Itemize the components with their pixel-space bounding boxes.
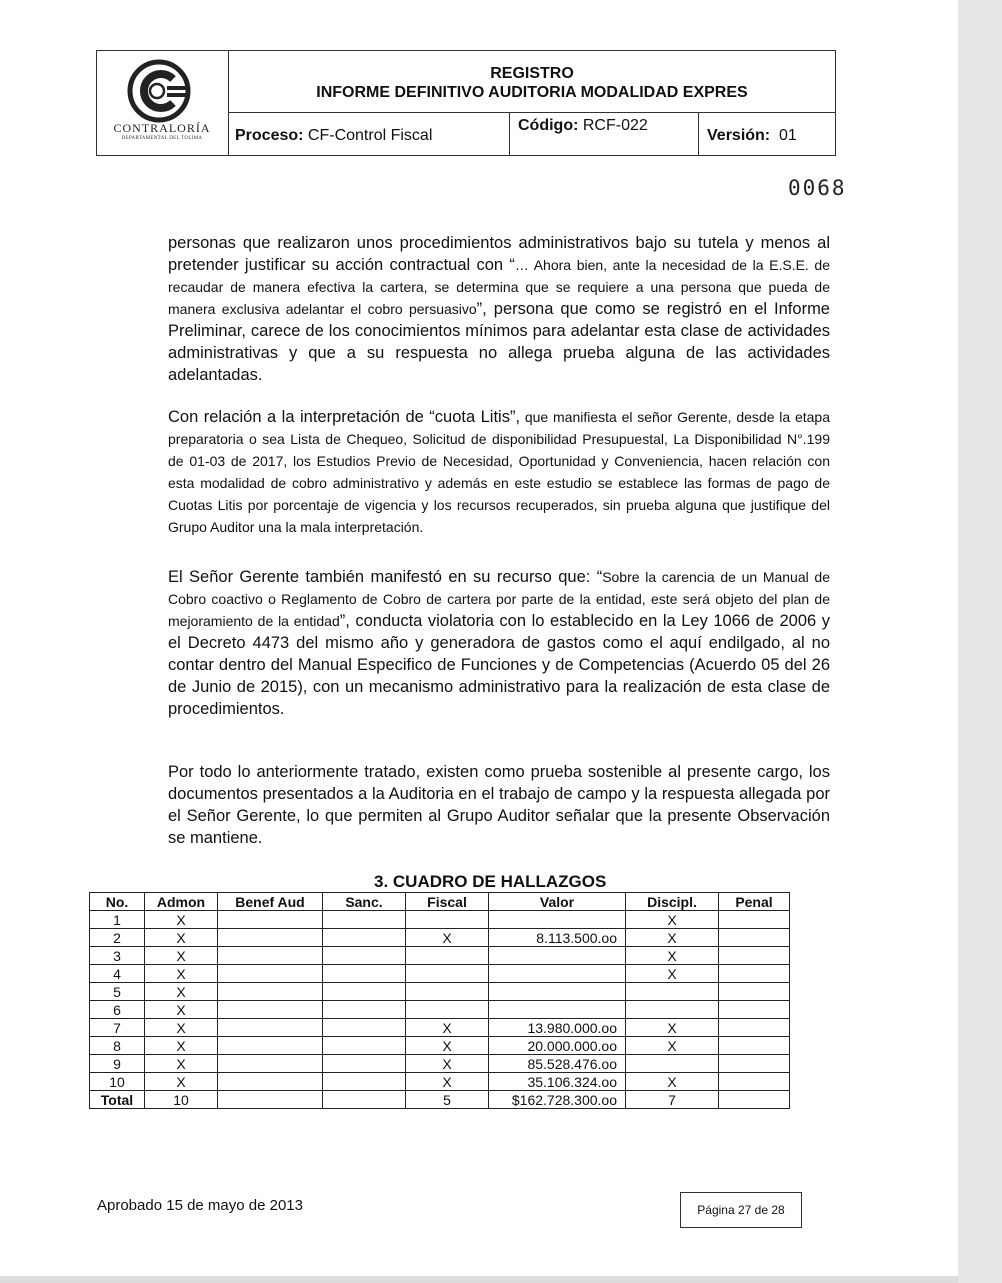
cell-discipl: X bbox=[626, 947, 719, 965]
cell-fiscal: X bbox=[406, 1073, 489, 1091]
cell-fiscal: X bbox=[406, 1019, 489, 1037]
header-no: No. bbox=[90, 893, 145, 911]
paragraph-4: Por todo lo anteriormente tratado, existen como prueba sostenible al presente cargo, los documentos presentados a la Auditoria en el trabajo de campo y la respuesta allegada por el Señor Gerente, lo que permiten al Grupo Auditor señalar que la presente Observación se mantiene. bbox=[168, 763, 830, 847]
cell-no: 6 bbox=[90, 1001, 145, 1019]
cell-valor: 8.113.500.oo bbox=[489, 929, 626, 947]
cell-valor bbox=[489, 983, 626, 1001]
cell-sanc bbox=[323, 929, 406, 947]
cell-no: 2 bbox=[90, 929, 145, 947]
cell-discipl: X bbox=[626, 1073, 719, 1091]
findings-table bbox=[89, 892, 790, 1109]
codigo-value: RCF-022 bbox=[582, 117, 648, 134]
cell-admon: X bbox=[145, 1055, 218, 1073]
cell-no: 5 bbox=[90, 983, 145, 1001]
cell-benef-aud bbox=[218, 1037, 323, 1055]
cell-valor bbox=[489, 1001, 626, 1019]
cell-valor bbox=[489, 911, 626, 929]
table-row bbox=[90, 929, 790, 947]
approval-date: Aprobado 15 de mayo de 2013 bbox=[97, 1197, 303, 1214]
proceso-value: CF-Control Fiscal bbox=[307, 127, 433, 144]
cell-no: 7 bbox=[90, 1019, 145, 1037]
contraloria-logo-icon bbox=[127, 59, 191, 123]
cell-sanc bbox=[323, 911, 406, 929]
cell-fiscal: X bbox=[406, 1037, 489, 1055]
table-row bbox=[90, 965, 790, 983]
paragraph-3 bbox=[168, 566, 830, 720]
cell-admon: X bbox=[145, 1019, 218, 1037]
cell-fiscal: X bbox=[406, 929, 489, 947]
document-header bbox=[96, 50, 836, 156]
table-total-row bbox=[90, 1091, 790, 1109]
paragraph-3-text-a: El Señor Gerente también manifestó en su recurso que: “ bbox=[168, 568, 603, 586]
cell-fiscal bbox=[406, 911, 489, 929]
cell-penal bbox=[719, 947, 790, 965]
cell-fiscal bbox=[406, 965, 489, 983]
cell-discipl bbox=[626, 1001, 719, 1019]
cell-benef-aud bbox=[218, 911, 323, 929]
cell-fiscal bbox=[406, 1001, 489, 1019]
header-discipl: Discipl. bbox=[626, 893, 719, 911]
cell-penal bbox=[719, 1073, 790, 1091]
paragraph-2 bbox=[168, 406, 830, 538]
cell-valor: 85.528.476.oo bbox=[489, 1055, 626, 1073]
cell-benef-aud bbox=[218, 1001, 323, 1019]
logo bbox=[97, 51, 229, 155]
cell-benef-aud bbox=[218, 947, 323, 965]
proceso-cell bbox=[229, 113, 510, 155]
cell-discipl: X bbox=[626, 929, 719, 947]
paragraph-3-quote: Sobre la carencia de un Manual de Cobro coactivo o Reglamento de Cobro de cartera por parte de la entidad, este será objeto del plan de mejoramiento de la entidad bbox=[168, 569, 830, 629]
page-number: Página 27 de 28 bbox=[680, 1192, 802, 1228]
logo-subtext: DEPARTAMENTAL DEL TOLIMA bbox=[121, 136, 203, 141]
table-row bbox=[90, 1055, 790, 1073]
cell-sanc bbox=[323, 1001, 406, 1019]
total-admon: 10 bbox=[145, 1091, 218, 1109]
cell-sanc bbox=[323, 1019, 406, 1037]
viewer-right-margin bbox=[958, 0, 1002, 1283]
cell-discipl: X bbox=[626, 965, 719, 983]
cell-admon: X bbox=[145, 929, 218, 947]
cell-discipl: X bbox=[626, 1019, 719, 1037]
cell-admon: X bbox=[145, 911, 218, 929]
cell-penal bbox=[719, 911, 790, 929]
cell-fiscal bbox=[406, 947, 489, 965]
codigo-label: Código: bbox=[518, 117, 579, 134]
cell-benef-aud bbox=[218, 1073, 323, 1091]
cell-no: 4 bbox=[90, 965, 145, 983]
cell-valor bbox=[489, 965, 626, 983]
cell-admon: X bbox=[145, 1073, 218, 1091]
total-discipl: 7 bbox=[626, 1091, 719, 1109]
table-row bbox=[90, 947, 790, 965]
header-admon: Admon bbox=[145, 893, 218, 911]
table-header-row bbox=[90, 893, 790, 911]
title-line-1: REGISTRO bbox=[490, 65, 574, 82]
total-benef-aud bbox=[218, 1091, 323, 1109]
cell-no: 9 bbox=[90, 1055, 145, 1073]
table-row bbox=[90, 911, 790, 929]
cell-benef-aud bbox=[218, 983, 323, 1001]
cell-admon: X bbox=[145, 1037, 218, 1055]
cell-discipl bbox=[626, 1055, 719, 1073]
version-cell bbox=[699, 113, 835, 155]
cell-valor: 35.106.324.oo bbox=[489, 1073, 626, 1091]
cell-benef-aud bbox=[218, 929, 323, 947]
cell-no: 3 bbox=[90, 947, 145, 965]
cell-admon: X bbox=[145, 1001, 218, 1019]
total-no: Total bbox=[90, 1091, 145, 1109]
cell-benef-aud bbox=[218, 1055, 323, 1073]
codigo-cell bbox=[510, 113, 699, 155]
cell-benef-aud bbox=[218, 965, 323, 983]
header-title bbox=[229, 51, 835, 113]
paragraph-3-text-b: ”, conducta violatoria con lo establecido en la Ley 1066 de 2006 y el Decreto 4473 del mismo año y generadora de gastos como el aquí endilgado, al no contar dentro del Manual Especifico de Funciones y de Competencias (Acuerdo 05 del 26 de Junio de 2015), con un mecanismo administrativo para la realización de esta clase de procedimientos. bbox=[168, 612, 830, 718]
version-value: 01 bbox=[779, 127, 797, 144]
cell-fiscal bbox=[406, 983, 489, 1001]
cell-no: 10 bbox=[90, 1073, 145, 1091]
section-title: 3. CUADRO DE HALLAZGOS bbox=[374, 872, 607, 891]
cell-penal bbox=[719, 1019, 790, 1037]
page-stamp-number: 0068 bbox=[788, 176, 847, 200]
cell-sanc bbox=[323, 1073, 406, 1091]
table-row bbox=[90, 1073, 790, 1091]
cell-penal bbox=[719, 965, 790, 983]
logo-text: CONTRALORÍA bbox=[113, 121, 211, 135]
paragraph-2-text-b: que manifiesta el señor Gerente, desde la etapa preparatoria o sea Lista de Chequeo, Solicitud de disponibilidad Presupuestal, La Disponibilidad N°.199 de 01-03 de 2017, los Estudios Previo de Necesidad, Oportunidad y Conveniencia, hacen relación con esta modalidad de cobro administrativo y además en este estudio se establece las formas de pago de Cuotas Litis por porcentaje de vigencia y los recursos recuperados, sin prueba alguna que justifique del Grupo Auditor una la mala interpretación. bbox=[168, 409, 830, 535]
cell-fiscal: X bbox=[406, 1055, 489, 1073]
cell-benef-aud bbox=[218, 1019, 323, 1037]
version-label: Versión: bbox=[707, 127, 771, 144]
cell-sanc bbox=[323, 1037, 406, 1055]
cell-valor: 20.000.000.oo bbox=[489, 1037, 626, 1055]
title-line-2: INFORME DEFINITIVO AUDITORIA MODALIDAD EXPRES bbox=[316, 84, 748, 101]
table-row bbox=[90, 983, 790, 1001]
total-sanc bbox=[323, 1091, 406, 1109]
cell-penal bbox=[719, 1037, 790, 1055]
header-valor: Valor bbox=[489, 893, 626, 911]
cell-admon: X bbox=[145, 947, 218, 965]
cell-discipl bbox=[626, 983, 719, 1001]
cell-penal bbox=[719, 1001, 790, 1019]
table-row bbox=[90, 1037, 790, 1055]
cell-sanc bbox=[323, 947, 406, 965]
paragraph-1-text-a: personas que realizaron unos procedimientos administrativos bajo su tutela y menos al pretender justificar su acción contractual con “ bbox=[168, 234, 830, 274]
paragraph-2-text-a: Con relación a la interpretación de “cuota Litis”, bbox=[168, 408, 521, 426]
paragraph-1 bbox=[168, 232, 830, 386]
cell-admon: X bbox=[145, 983, 218, 1001]
cell-penal bbox=[719, 1055, 790, 1073]
table-row bbox=[90, 1001, 790, 1019]
paragraph-1-quote: … Ahora bien, ante la necesidad de la E.S.E. de recaudar de manera efectiva la cartera, se determina que se requiere a una persona que pueda de manera exclusiva adelantar el cobro persuasivo bbox=[168, 257, 830, 317]
cell-sanc bbox=[323, 965, 406, 983]
total-valor: $162.728.300.oo bbox=[489, 1091, 626, 1109]
table-row bbox=[90, 1019, 790, 1037]
header-fiscal: Fiscal bbox=[406, 893, 489, 911]
cell-sanc bbox=[323, 983, 406, 1001]
cell-no: 1 bbox=[90, 911, 145, 929]
cell-valor: 13.980.000.oo bbox=[489, 1019, 626, 1037]
cell-discipl: X bbox=[626, 1037, 719, 1055]
proceso-label: Proceso: bbox=[235, 127, 304, 144]
header-sanc: Sanc. bbox=[323, 893, 406, 911]
cell-no: 8 bbox=[90, 1037, 145, 1055]
header-penal: Penal bbox=[719, 893, 790, 911]
total-fiscal: 5 bbox=[406, 1091, 489, 1109]
cell-penal bbox=[719, 983, 790, 1001]
paragraph-1-text-b: ”, persona que como se registró en el Informe Preliminar, carece de los conocimientos mínimos para adelantar esta clase de actividades administrativas y que a su respuesta no allega prueba alguna de las actividades adelantadas. bbox=[168, 300, 830, 384]
cell-sanc bbox=[323, 1055, 406, 1073]
header-benef-aud: Benef Aud bbox=[218, 893, 323, 911]
cell-penal bbox=[719, 929, 790, 947]
cell-admon: X bbox=[145, 965, 218, 983]
total-penal bbox=[719, 1091, 790, 1109]
cell-valor bbox=[489, 947, 626, 965]
viewer-bottom-margin bbox=[0, 1276, 958, 1283]
cell-discipl: X bbox=[626, 911, 719, 929]
